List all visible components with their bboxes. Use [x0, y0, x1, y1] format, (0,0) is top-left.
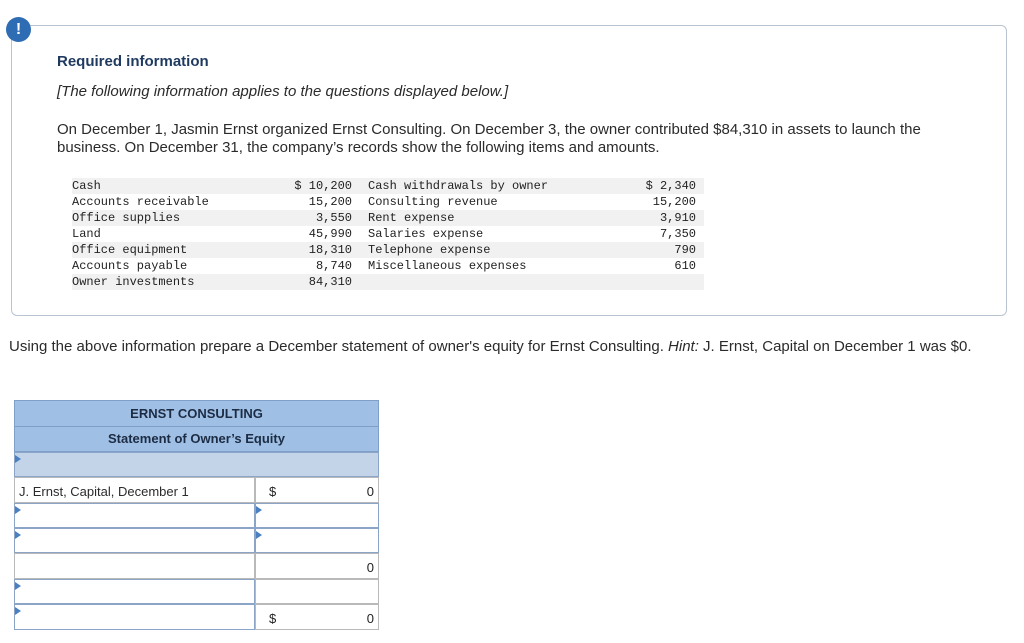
ledger-right-value: $ 2,340: [645, 179, 696, 193]
info-paragraph: On December 1, Jasmin Ernst organized Ernst Consulting. On December 3, the owner contributed $84,310 in assets to launch the business. On December 31, the company’s records show the following items and amounts.: [57, 121, 921, 156]
ledger-left-name: Land: [72, 227, 101, 241]
statement-blank-label-cell: [14, 553, 255, 579]
ledger-left-name: Office equipment: [72, 243, 188, 257]
statement-amount-cell-5: [255, 579, 379, 604]
required-information-card: [11, 25, 1007, 316]
ledger-left-value: 18,310: [308, 243, 352, 257]
ledger-right-name: Miscellaneous expenses: [368, 259, 527, 273]
ledger-right-name: Telephone expense: [368, 243, 491, 257]
ledger-right-name: Cash withdrawals by owner: [368, 179, 549, 193]
statement-subtotal-cell: [255, 553, 379, 579]
required-information-heading: Required information: [57, 53, 209, 70]
ending-capital-amount-cell: [255, 604, 379, 630]
ledger-left-value: $ 10,200: [294, 179, 352, 193]
ledger-left-name: Office supplies: [72, 211, 181, 225]
ledger-right-name: Rent expense: [368, 211, 455, 225]
ledger-left-value: 8,740: [315, 259, 352, 273]
ledger-right-value: 7,350: [659, 227, 696, 241]
ledger-left-name: Cash: [72, 179, 101, 193]
statement-label-input-5[interactable]: [14, 579, 255, 604]
ledger-right-name: Consulting revenue: [368, 195, 498, 209]
capital-dec1-label-cell: [14, 477, 255, 503]
hint-label: Hint:: [668, 338, 699, 355]
statement-amount-input-3[interactable]: [255, 528, 379, 553]
ledger-left-name: Accounts payable: [72, 259, 188, 273]
ledger-left-value: 15,200: [308, 195, 352, 209]
ledger-left-name: Owner investments: [72, 275, 195, 289]
statement-amount-input-2[interactable]: [255, 503, 379, 528]
capital-dec1-label: J. Ernst, Capital, December 1: [19, 484, 189, 499]
ledger-right-value: 15,200: [652, 195, 696, 209]
capital-dec1-value: 0: [366, 484, 374, 499]
company-name-header: ERNST CONSULTING: [14, 400, 379, 427]
exclamation-icon: !: [6, 17, 31, 42]
subtotal-value: 0: [366, 560, 374, 575]
statement-title-header: Statement of Owner’s Equity: [14, 426, 379, 452]
statement-label-input-2[interactable]: [14, 503, 255, 528]
ledger-right-value: 3,910: [659, 211, 696, 225]
statement-label-input-3[interactable]: [14, 528, 255, 553]
dollar-sign: $: [269, 484, 277, 499]
question-main: Using the above information prepare a December statement of owner's equity for Ernst Consulting.: [9, 338, 669, 355]
question-text: [9, 338, 1014, 356]
statement-label-input-6[interactable]: [14, 604, 255, 630]
ledger-left-value: 3,550: [315, 211, 352, 225]
dollar-sign: $: [269, 611, 277, 626]
ledger-left-name: Accounts receivable: [72, 195, 209, 209]
info-note: [The following information applies to the questions displayed below.]: [57, 83, 509, 100]
ledger-right-value: 790: [674, 243, 696, 257]
ledger-left-value: 45,990: [308, 227, 352, 241]
ending-capital-value: 0: [366, 611, 374, 626]
capital-dec1-amount-cell: [255, 477, 379, 503]
ledger-left-value: 84,310: [308, 275, 352, 289]
ledger-right-name: Salaries expense: [368, 227, 484, 241]
statement-period-input[interactable]: [14, 452, 379, 477]
ledger-right-value: 610: [674, 259, 696, 273]
hint-text: J. Ernst, Capital on December 1 was $0.: [698, 338, 972, 355]
